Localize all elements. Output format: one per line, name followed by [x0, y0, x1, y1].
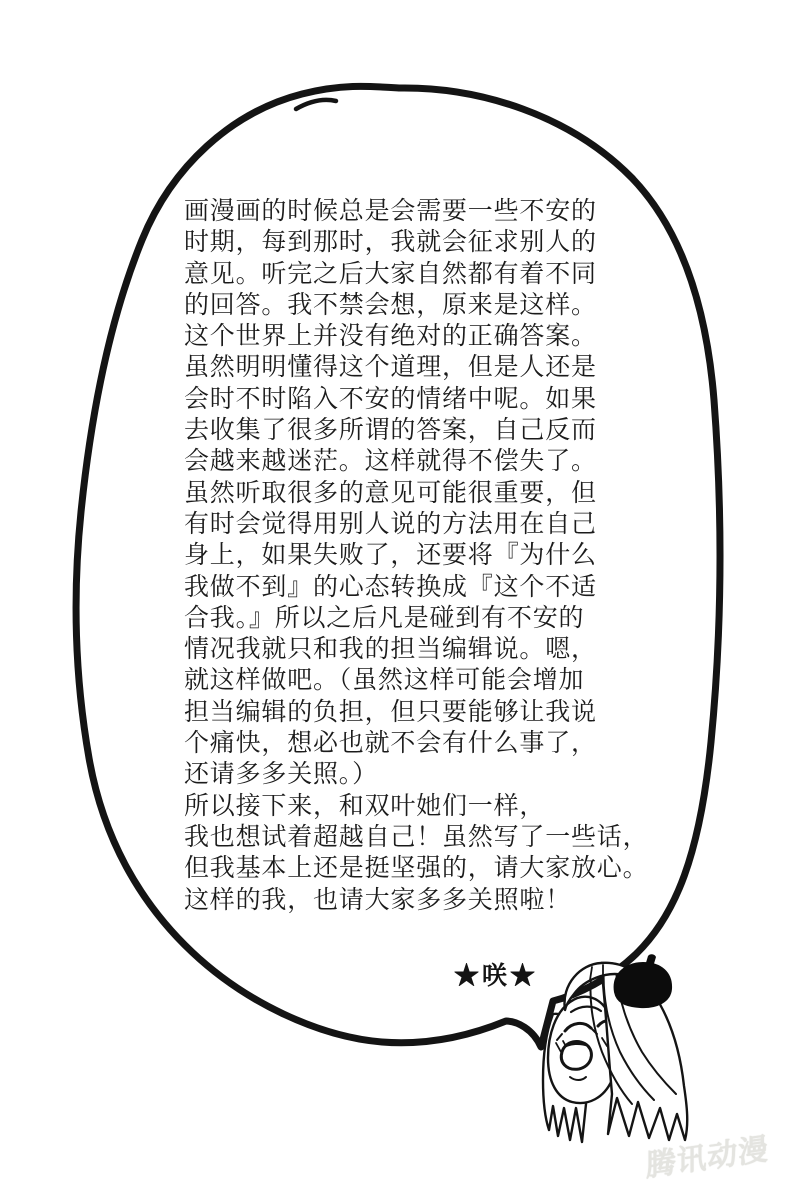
- tencent-comics-watermark: 腾讯动漫: [646, 1132, 769, 1184]
- text-line: 合我。』所以之后凡是碰到有不安的: [184, 603, 585, 632]
- text-line: 会越来越迷茫。这样就得不偿失了。: [184, 447, 597, 476]
- text-line: 担当编辑的负担，但只要能够让我说: [184, 697, 597, 726]
- text-line: 就这样做吧。（虽然这样可能会增加: [184, 666, 585, 695]
- open-mouth: [561, 1041, 591, 1069]
- text-line: 去收集了很多所谓的答案，自己反而: [184, 416, 597, 445]
- text-line: 的回答。我不禁会想，原来是这样。: [184, 290, 597, 319]
- text-line: 这个世界上并没有绝对的正确答案。: [184, 322, 597, 351]
- author-signature: ★咲★: [454, 962, 539, 990]
- afterword-text: [184, 196, 664, 916]
- text-line: 虽然听取很多的意见可能很重要，但: [184, 478, 597, 507]
- text-line: 有时会觉得用别人说的方法用在自己: [184, 509, 597, 538]
- text-line: 虽然明明懂得这个道理，但是人还是: [184, 353, 597, 382]
- text-line: 还请多多关照。）: [184, 760, 378, 789]
- text-line: 这样的我，也请大家多多关照啦！: [184, 885, 572, 914]
- text-line: 我做不到』的心态转换成『这个不适: [184, 572, 597, 601]
- text-line: 画漫画的时候总是会需要一些不安的: [184, 197, 597, 225]
- text-line: 身上，如果失败了，还要将『为什么: [184, 541, 597, 570]
- text-line: 意见。听完之后大家自然都有着不同: [184, 259, 597, 288]
- text-line: 但我基本上还是挺坚强的，请大家放心。: [184, 854, 649, 883]
- text-line: 所以接下来，和双叶她们一样，: [184, 791, 546, 820]
- text-line: 时期，每到那时，我就会征求别人的: [184, 228, 597, 257]
- beret: [615, 963, 671, 1007]
- text-line: 情况我就只和我的担当编辑说。嗯，: [184, 635, 597, 664]
- text-line: 会时不时陷入不安的情绪中呢。如果: [184, 384, 597, 413]
- text-line: 个痛快，想必也就不会有什么事了，: [184, 729, 597, 758]
- text-line: 我也想试着超越自己！虽然写了一些话，: [184, 822, 649, 851]
